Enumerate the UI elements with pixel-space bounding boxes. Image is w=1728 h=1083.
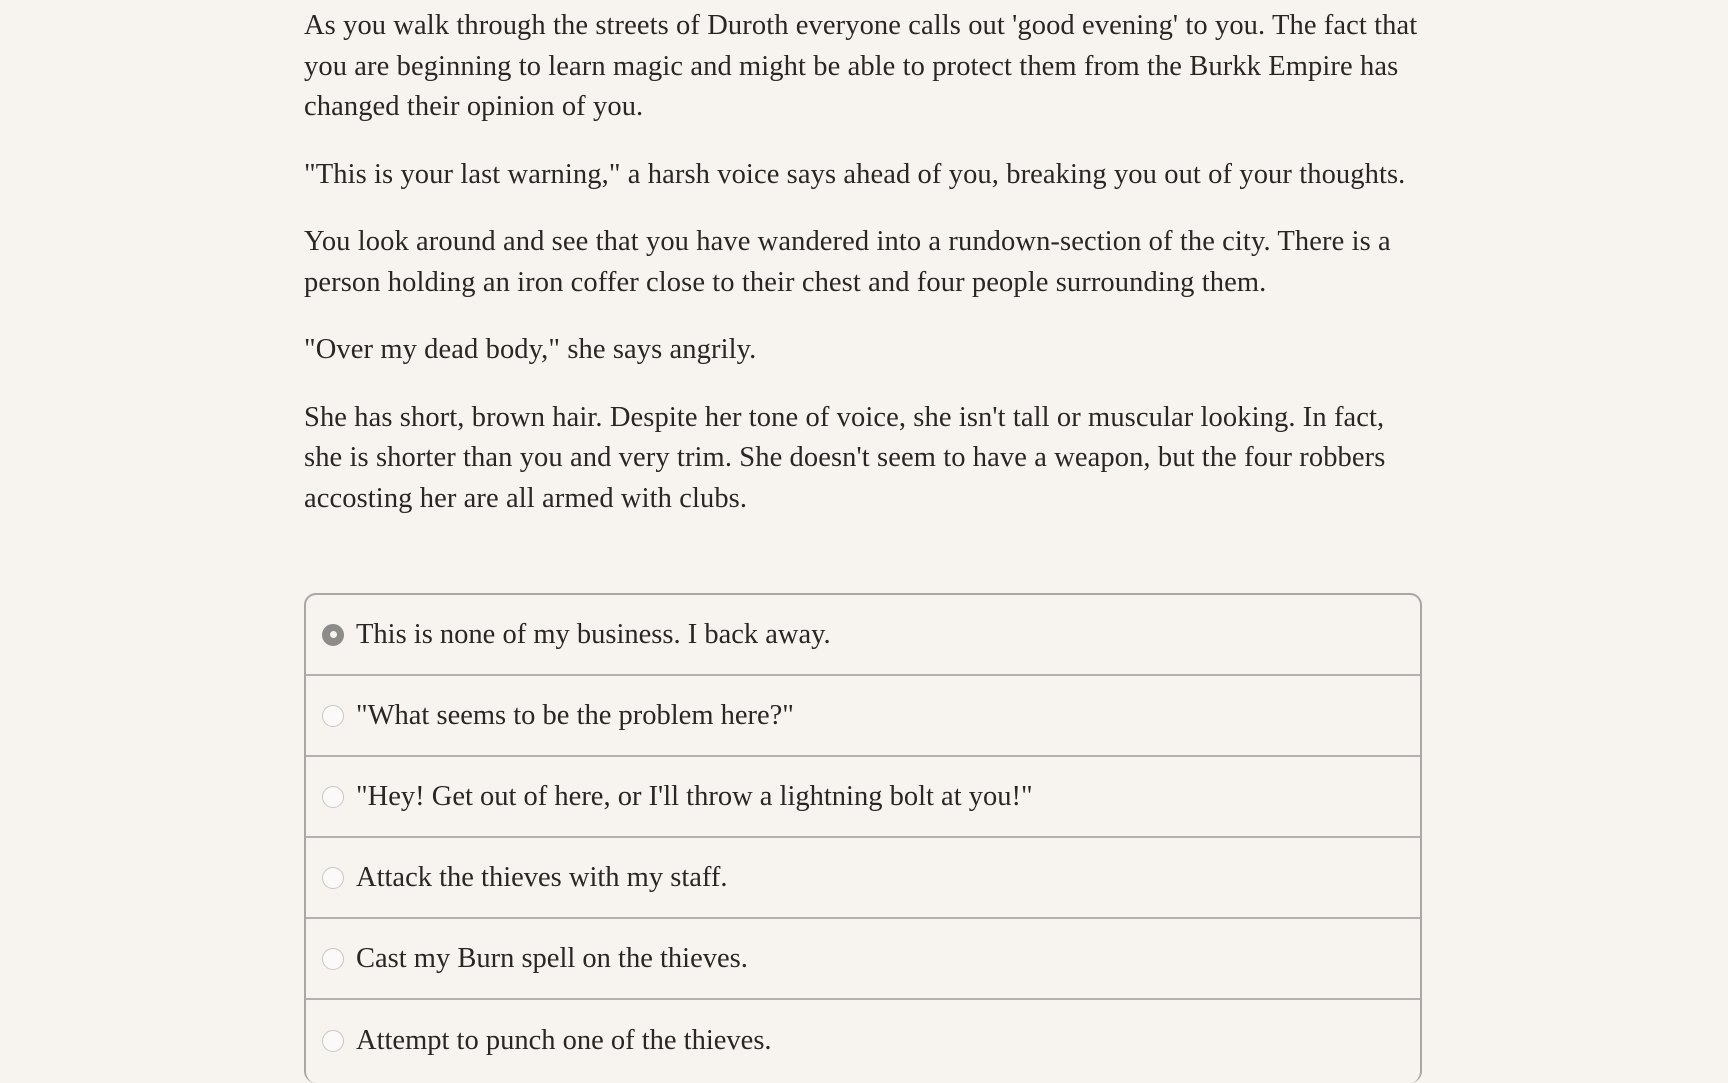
choice-label: Attempt to punch one of the thieves. bbox=[356, 1024, 772, 1056]
choice-label: Attack the thieves with my staff. bbox=[356, 861, 728, 893]
choice-list bbox=[304, 593, 1422, 1083]
radio-unchecked-icon[interactable] bbox=[322, 786, 344, 808]
radio-unchecked-icon[interactable] bbox=[322, 1030, 344, 1052]
story-paragraph: She has short, brown hair. Despite her tone of voice, she isn't tall or muscular looking. In fact, she is shorter than you and very trim. She doesn't seem to have a weapon, but the four robbers accosting her are all armed with clubs. bbox=[304, 401, 1386, 514]
story-paragraph: "Over my dead body," she says angrily. bbox=[304, 334, 757, 365]
choice-label: "Hey! Get out of here, or I'll throw a lightning bolt at you!" bbox=[356, 780, 1033, 812]
choice-option[interactable] bbox=[306, 595, 1420, 676]
choice-option[interactable] bbox=[306, 1000, 1420, 1081]
story-paragraph: As you walk through the streets of Duroth everyone calls out 'good evening' to you. The fact that you are beginning to learn magic and might be able to protect them from the Burkk Empire has changed their opinion of you. bbox=[304, 10, 1418, 122]
choice-label: "What seems to be the problem here?" bbox=[356, 699, 794, 731]
radio-checked-icon[interactable] bbox=[322, 624, 344, 646]
radio-unchecked-icon[interactable] bbox=[322, 705, 344, 727]
choice-option[interactable] bbox=[306, 838, 1420, 919]
story-text bbox=[304, 6, 1424, 546]
radio-unchecked-icon[interactable] bbox=[322, 867, 344, 889]
story-paragraph: "This is your last warning," a harsh voice says ahead of you, breaking you out of your thoughts. bbox=[304, 158, 1406, 190]
choice-label: Cast my Burn spell on the thieves. bbox=[356, 942, 748, 974]
choice-option[interactable] bbox=[306, 919, 1420, 1000]
story-paragraph: You look around and see that you have wandered into a rundown-section of the city. There is a person holding an iron coffer close to their chest and four people surrounding them. bbox=[304, 226, 1391, 298]
radio-unchecked-icon[interactable] bbox=[322, 948, 344, 970]
choice-label: This is none of my business. I back away. bbox=[356, 618, 831, 650]
choice-option[interactable] bbox=[306, 757, 1420, 838]
choice-option[interactable] bbox=[306, 676, 1420, 757]
